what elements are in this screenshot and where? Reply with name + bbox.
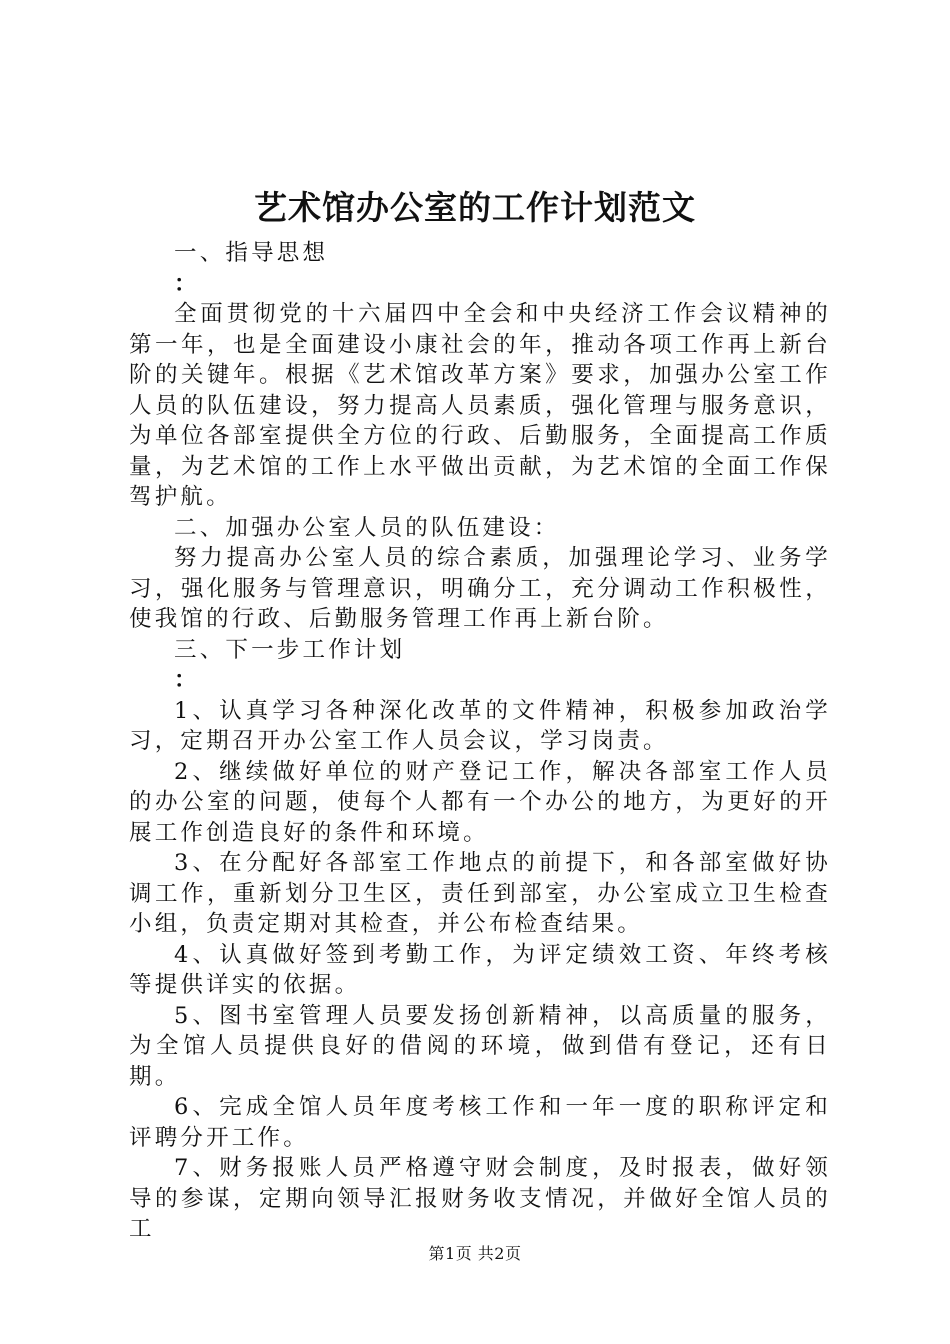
page-number-footer: 第1页 共2页 bbox=[428, 1244, 522, 1263]
document-body bbox=[129, 208, 831, 1245]
plan-item-5: 5、图书室管理人员要发扬创新精神，以高质量的服务，为全馆人员提供良好的借阅的环境，做到借有登记，还有日期。 bbox=[129, 1002, 831, 1090]
section-heading-1-colon: ： bbox=[174, 270, 200, 297]
section-heading-3: 三、下一步工作计划 bbox=[174, 636, 406, 663]
section-heading-1: 一、指导思想 bbox=[174, 240, 329, 266]
plan-item-4: 4、认真做好签到考勤工作，为评定绩效工资、年终考核等提供详实的依据。 bbox=[129, 941, 831, 998]
plan-item-2: 2、继续做好单位的财产登记工作，解决各部室工作人员的办公室的问题，使每个人都有一个办公的地方，为更好的开展工作创造良好的条件和环境。 bbox=[129, 758, 831, 846]
paragraph-guiding-thought: 全面贯彻党的十六届四中全会和中央经济工作会议精神的第一年，也是全面建设小康社会的年，推动各项工作再上新台阶的关键年。根据《艺术馆改革方案》要求，加强办公室工作人员的队伍建设，努力提高人员素质，强化管理与服务意识，为单位各部室提供全方位的行政、后勤服务，全面提高工作质量，为艺术馆的工作上水平做出贡献，为艺术馆的全面工作保驾护航。 bbox=[129, 301, 831, 510]
plan-item-6: 6、完成全馆人员年度考核工作和一年一度的职称评定和评聘分开工作。 bbox=[129, 1094, 831, 1151]
document-title: 艺术馆办公室的工作计划范文 bbox=[254, 188, 696, 227]
plan-item-3: 3、在分配好各部室工作地点的前提下，和各部室做好协调工作，重新划分卫生区，责任到部室，办公室成立卫生检查小组，负责定期对其检查，并公布检查结果。 bbox=[129, 850, 831, 937]
plan-item-1: 1、认真学习各种深化改革的文件精神，积极参加政治学习，定期召开办公室工作人员会议，学习岗责。 bbox=[129, 697, 831, 754]
plan-item-7: 7、财务报账人员严格遵守财会制度，及时报表，做好领导的参谋，定期向领导汇报财务收支情况，并做好全馆人员的工 bbox=[129, 1155, 831, 1242]
section-heading-2: 二、加强办公室人员的队伍建设： bbox=[174, 514, 560, 541]
section-heading-3-colon: ： bbox=[174, 667, 200, 693]
paragraph-team-building: 努力提高办公室人员的综合素质，加强理论学习、业务学习，强化服务与管理意识，明确分工，充分调动工作积极性，使我馆的行政、后勤服务管理工作再上新台阶。 bbox=[129, 545, 831, 632]
